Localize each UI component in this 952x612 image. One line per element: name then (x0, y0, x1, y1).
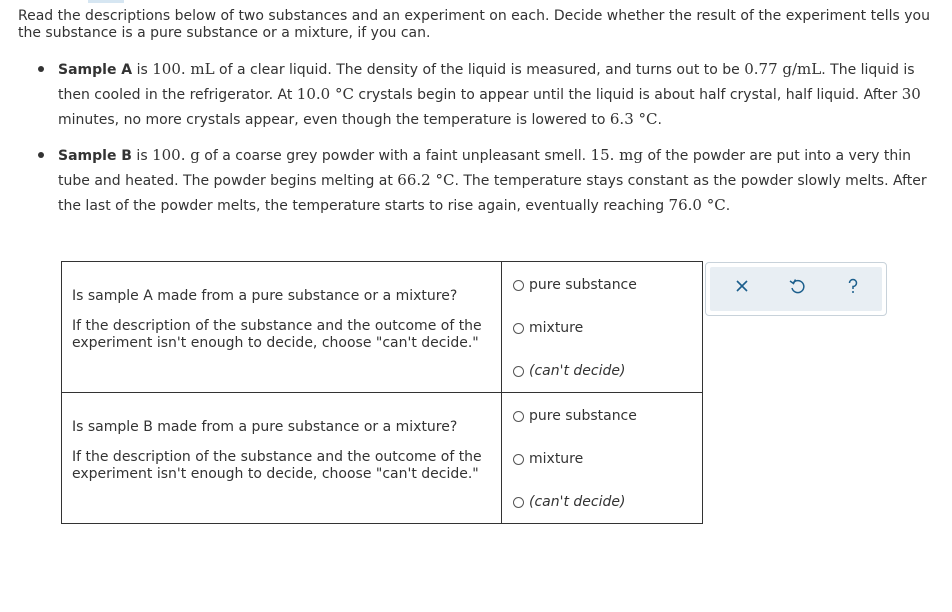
question-row-a (62, 262, 703, 393)
option-label[interactable]: pure substance (529, 277, 637, 293)
option-label[interactable]: mixture (529, 451, 584, 467)
question-a-text: Is sample A made from a pure substance or a mixture? (72, 288, 458, 304)
question-cell-b (62, 393, 502, 524)
sample-b-text: of a coarse grey powder with a faint unpleasant smell. (199, 148, 591, 164)
option-label[interactable]: (can't decide) (529, 363, 626, 379)
instructions (18, 8, 942, 42)
sample-a-minutes: 30 (901, 85, 921, 103)
radio-icon[interactable] (513, 366, 524, 377)
radio-icon[interactable] (513, 497, 524, 508)
radio-icon[interactable] (513, 411, 524, 422)
sample-a-text: of a clear liquid. The density of the liquid is measured, and turns out to be (214, 62, 745, 78)
option-b-pure-substance[interactable] (513, 406, 702, 426)
radio-icon[interactable] (513, 280, 524, 291)
sample-b-description (58, 143, 938, 218)
bullet-icon (38, 152, 44, 158)
question-row-b (62, 393, 703, 524)
option-label[interactable]: (can't decide) (529, 494, 626, 510)
option-a-cant-decide[interactable] (513, 361, 702, 381)
bullet-icon (38, 66, 44, 72)
sample-a-volume: 100. mL (152, 60, 215, 78)
question-b-text: Is sample B made from a pure substance or a mixture? (72, 419, 458, 435)
sample-b-text: . The temperature stays constant as the powder slowly melts. After the last of the powder melts, the temperature starts to rise again, eventually reaching (58, 173, 927, 214)
top-tab-indicator (88, 0, 124, 3)
sample-a-text: . The liquid is then cooled in the refrigerator. At (58, 62, 915, 103)
option-a-mixture[interactable] (513, 318, 702, 338)
close-icon[interactable] (733, 277, 751, 295)
sample-b-text: . (725, 198, 731, 214)
sample-a-density: 0.77 g/mL (744, 60, 822, 78)
sample-a-text: crystals begin to appear until the liquid is about half crystal, half liquid. After (353, 87, 902, 103)
sample-a-text: . (657, 112, 662, 128)
option-label[interactable]: mixture (529, 320, 584, 336)
sample-a-low-temp: 6.3 °C (609, 110, 658, 128)
answer-cell-a (502, 262, 703, 393)
question-a-note: If the description of the substance and the outcome of the experiment isn't enough to decide, choose "can't decide." (72, 318, 482, 351)
sample-b-name: Sample B (58, 148, 132, 164)
instructions-line-1: Read the descriptions below of two substances and an experiment on each. Decide whether the result of the experiment tells you (18, 8, 930, 24)
question-b-note: If the description of the substance and the outcome of the experiment isn't enough to decide, choose "can't decide." (72, 449, 482, 482)
sample-a-text: minutes, no more crystals appear, even though the temperature is lowered to (58, 112, 610, 128)
question-cell-a (62, 262, 502, 393)
sample-b-final-temp: 76.0 °C (668, 196, 726, 214)
option-a-pure-substance[interactable] (513, 275, 702, 295)
sample-b-melting-temp: 66.2 °C (397, 171, 455, 189)
instructions-line-2: the substance is a pure substance or a mixture, if you can. (18, 25, 431, 41)
sample-a-description (58, 57, 938, 132)
option-b-mixture[interactable] (513, 449, 702, 469)
sample-a-text: is (132, 62, 153, 78)
answer-cell-b (502, 393, 703, 524)
sample-a-name: Sample A (58, 62, 133, 78)
question-table (61, 261, 703, 524)
sample-b-text: of the powder are put into a very thin tube and heated. The powder begins melting at (58, 148, 912, 189)
radio-icon[interactable] (513, 323, 524, 334)
sample-b-test-mass: 15. mg (590, 146, 643, 164)
answer-toolbar (705, 262, 887, 316)
sample-a-crystal-temp: 10.0 °C (296, 85, 354, 103)
undo-icon[interactable] (788, 277, 806, 295)
option-label[interactable]: pure substance (529, 408, 637, 424)
option-b-cant-decide[interactable] (513, 492, 702, 512)
sample-b-mass: 100. g (152, 146, 200, 164)
help-icon[interactable] (844, 277, 862, 295)
radio-icon[interactable] (513, 454, 524, 465)
sample-b-text: is (131, 148, 153, 164)
